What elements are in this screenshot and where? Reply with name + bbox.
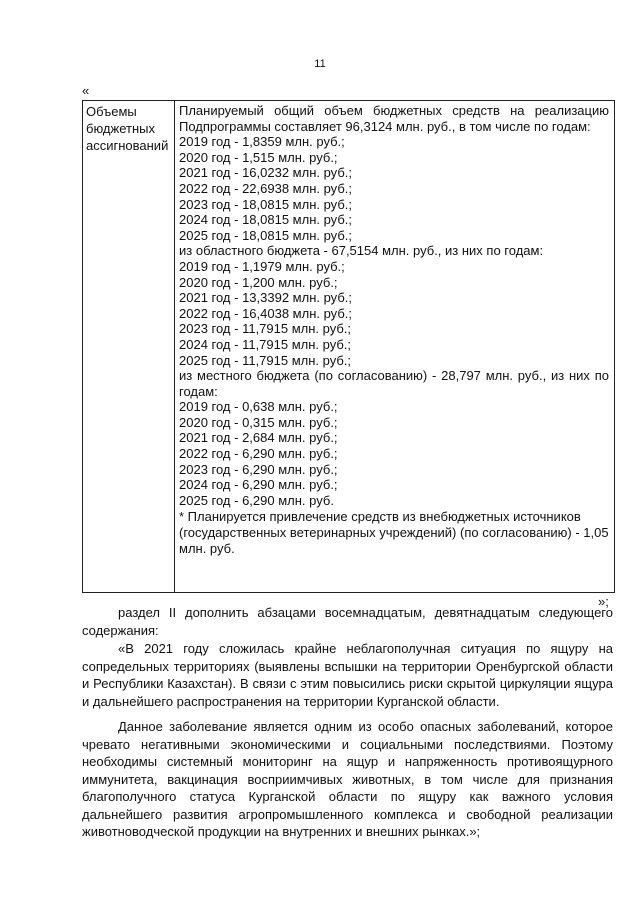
regional-intro: из областного бюджета - 67,5154 млн. руб., из них по годам: <box>179 243 544 259</box>
list-item: 2022 год - 22,6938 млн. руб.; <box>179 180 352 196</box>
list-item: 2024 год - 18,0815 млн. руб.; <box>179 212 352 228</box>
list-item: 2019 год - 1,8359 млн. руб.; <box>179 134 345 150</box>
list-item: 2023 год - 18,0815 млн. руб.; <box>179 196 352 212</box>
list-item: 2025 год - 18,0815 млн. руб.; <box>179 227 352 243</box>
list-item: 2022 год - 6,290 млн. руб.; <box>179 446 338 462</box>
list-item: 2024 год - 11,7915 млн. руб.; <box>179 336 352 352</box>
total-years-list <box>179 134 609 243</box>
list-item: 2020 год - 1,200 млн. руб.; <box>179 274 338 290</box>
situation-paragraph: «В 2021 году сложилась крайне неблагополучная ситуация по ящуру на сопредельных территориях (выявлены вспышки на территории Оренбургской области и Республики Казахстан). В связи с этим повысились риски скрытой циркуляции ящура и дальнейшего распространения на территории Курганской области. <box>82 641 613 709</box>
local-years-list <box>179 399 609 508</box>
list-item: 2020 год - 0,315 млн. руб.; <box>179 414 338 430</box>
list-item: 2019 год - 0,638 млн. руб.; <box>179 399 338 415</box>
list-item: 2020 год - 1,515 млн. руб.; <box>179 149 338 165</box>
list-item: 2023 год - 6,290 млн. руб.; <box>179 461 338 477</box>
list-item: 2021 год - 13,3392 млн. руб.; <box>179 290 352 306</box>
list-item: 2019 год - 1,1979 млн. руб.; <box>179 258 345 274</box>
open-quote: « <box>82 83 90 98</box>
table-content-cell <box>175 101 614 592</box>
close-quote: »; <box>598 594 609 609</box>
budget-table <box>82 100 615 593</box>
extrabudgetary-note: * Планируется привлечение средств из внебюджетных источников (государственных ветеринарных учреждений) (по согласованию) - 1,05 млн. руб. <box>179 509 609 557</box>
disease-paragraph: Данное заболевание является одним из особо опасных заболеваний, которое чревато негативными экономическими и социальными последствиями. Поэтому необходимы системный мониторинг на ящур и напряженность противоящурного иммунитета, вакцинация восприимчивых животных, в том числе для признания благополучного статуса Курганской области по ящуру как важного условия дальнейшего развития агропромышленного комплекса и свободной реализации животноводческой продукции на внутренних и внешних рынках.»; <box>82 719 613 839</box>
regional-years-list <box>179 259 609 368</box>
list-item: 2025 год - 6,290 млн. руб. <box>179 492 334 508</box>
list-item: 2021 год - 16,0232 млн. руб.; <box>179 165 352 181</box>
list-item: 2022 год - 16,4038 млн. руб.; <box>179 305 352 321</box>
list-item: 2021 год - 2,684 млн. руб.; <box>179 430 338 446</box>
budget-intro: Планируемый общий объем бюджетных средств на реализацию Подпрограммы составляет 96,3124 млн. руб., в том числе по годам: <box>179 103 609 134</box>
list-item: 2025 год - 11,7915 млн. руб.; <box>179 352 352 368</box>
amendment-paragraph: раздел II дополнить абзацами восемнадцатым, девятнадцатым следующего содержания: <box>82 605 613 638</box>
page-number: 11 <box>314 58 326 70</box>
local-intro: из местного бюджета (по согласованию) - 28,797 млн. руб., из них по годам: <box>179 368 609 399</box>
table-label-cell: Объемы бюджетных ассигнований <box>83 101 175 592</box>
list-item: 2024 год - 6,290 млн. руб.; <box>179 477 338 493</box>
list-item: 2023 год - 11,7915 млн. руб.; <box>179 321 352 337</box>
